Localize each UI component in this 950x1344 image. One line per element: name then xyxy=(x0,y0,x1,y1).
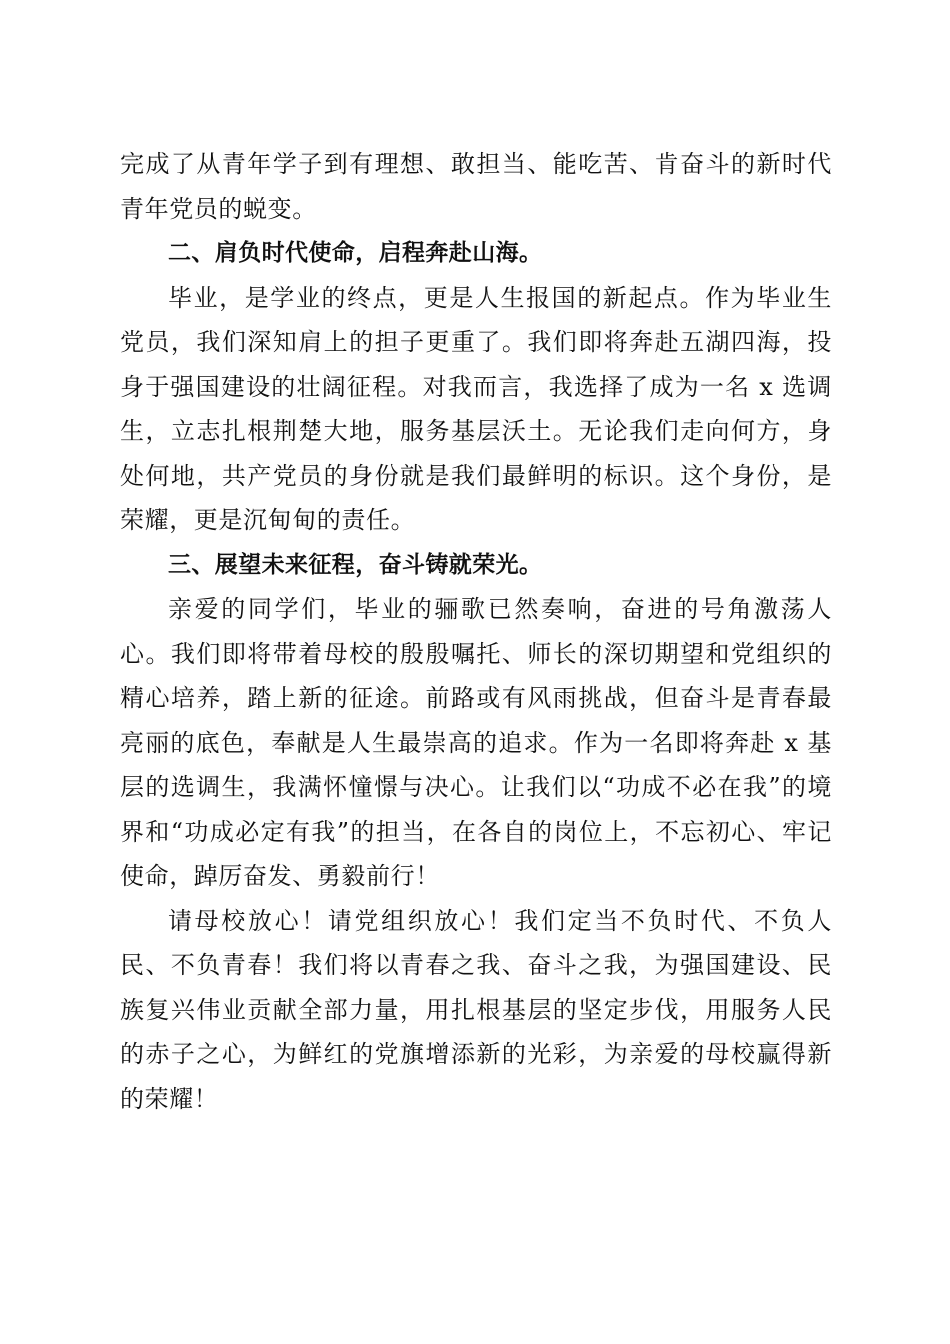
section-heading-2: 二、肩负时代使命，启程奔赴山海。 xyxy=(168,240,543,266)
paragraph-classmates: 亲爱的同学们，毕业的骊歌已然奏响，奋进的号角激荡人心。我们即将带着母校的殷殷嘱托、师长的深切期望和党组织的精心培养，踏上新的征途。前路或有风雨挑战，但奋斗是青春最亮丽的底色，奉献是人生最崇高的追求。作为一名即将奔赴 x 基层的选调生，我满怀憧憬与决心。让我们以“功成不必在我”的境界和“功成必定有我”的担当，在各自的岗位上，不忘初心、牢记使命，踔厉奋发、勇毅前行！ xyxy=(120,595,832,890)
paragraph-continuation: 完成了从青年学子到有理想、敢担当、能吃苦、肯奋斗的新时代青年党员的蜕变。 xyxy=(120,150,832,223)
section-heading-3: 三、展望未来征程，奋斗铸就荣光。 xyxy=(168,551,543,578)
paragraph-graduation: 毕业，是学业的终点，更是人生报国的新起点。作为毕业生党员，我们深知肩上的担子更重了。我们即将奔赴五湖四海，投身于强国建设的壮阔征程。对我而言，我选择了成为一名 x 选调生，立志扎根荆楚大地，服务基层沃土。无论我们走向何方，身处何地，共产党员的身份就是我们最鲜明的标识。这个身份，是荣耀，更是沉甸甸的责任。 xyxy=(120,283,832,534)
document-body xyxy=(120,142,832,1121)
paragraph-pledge: 请母校放心！请党组织放心！我们定当不负时代、不负人民、不负青春！我们将以青春之我、奋斗之我，为强国建设、民族复兴伟业贡献全部力量，用扎根基层的坚定步伐，用服务人民的赤子之心，为鲜红的党旗增添新的光彩，为亲爱的母校赢得新的荣耀！ xyxy=(120,906,832,1113)
